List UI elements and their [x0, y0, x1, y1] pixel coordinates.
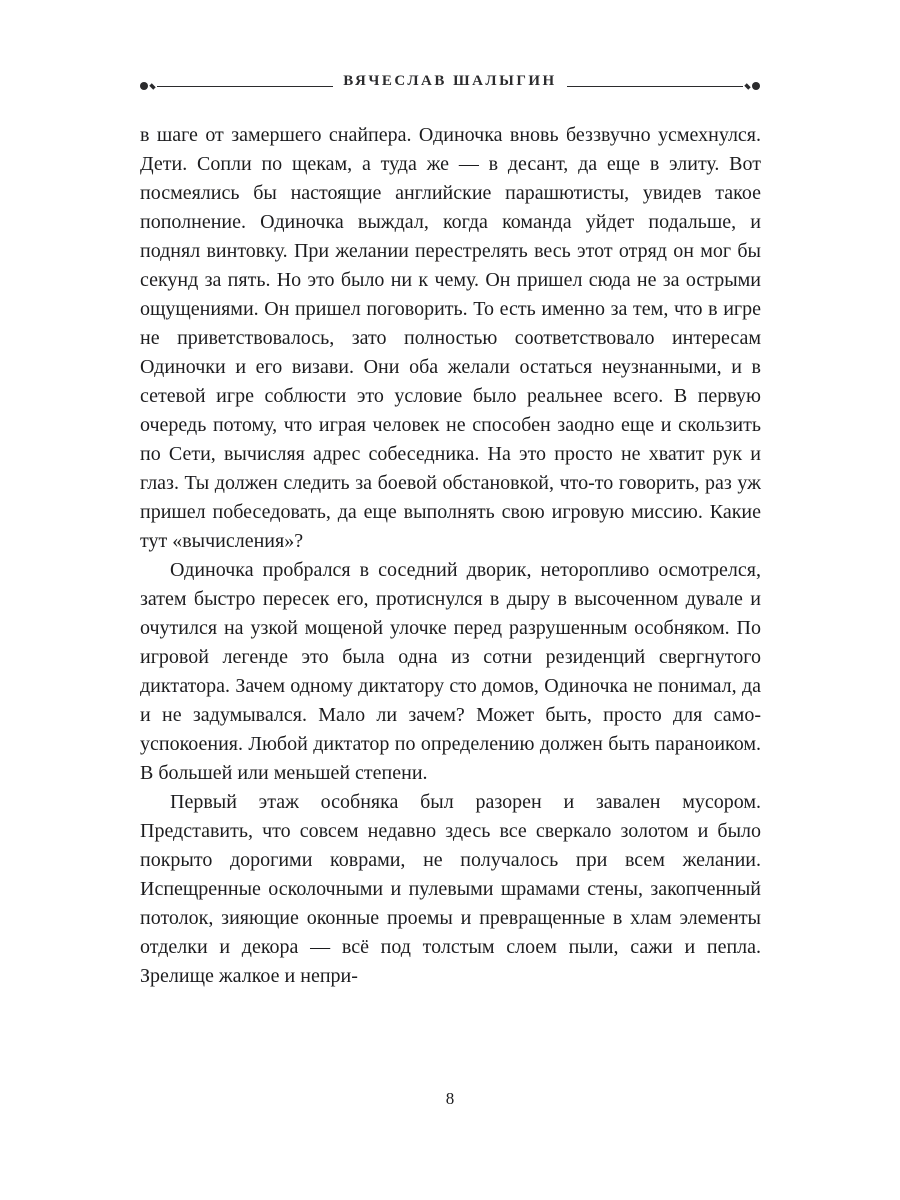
ornament-circle-right-icon	[752, 82, 760, 90]
page-footer	[140, 1089, 760, 1109]
ornament-circle-left-icon	[140, 82, 148, 90]
ornament-diamond-left-icon	[149, 83, 155, 89]
paragraph-3: Первый этаж особняка был разорен и завален мусором. Представить, что совсем недавно здесь все сверкало золотом и было покрыто дорогими коврами, не получалось при всем желании. Испещренные осколочными и пулевыми шрамами стены, закопченный потолок, зияющие оконные проемы и превращенные в хлам элементы отделки и декора — всё под толстым слоем пыли, сажи и пепла. Зрелище жалкое и непри-	[140, 791, 761, 987]
page-body	[140, 121, 761, 991]
page-number: 8	[445, 1089, 455, 1108]
page-header	[140, 72, 760, 90]
paragraph-2: Одиночка пробрался в соседний дворик, неторопливо осмотрелся, затем быстро пересек его, протиснулся в дыру в высоченном дувале и очутился на узкой мощеной улочке перед разрушенным особняком. По игровой легенде это была одна из сотни резиденций свергнутого диктатора. Зачем одному диктатору сто домов, Одиночка не понимал, да и не задумывался. Мало ли зачем? Может быть, просто для самоуспокоения. Любой диктатор по определению должен быть параноиком. В большей или меньшей степени.	[140, 559, 761, 784]
author-name: ВЯЧЕСЛАВ ШАЛЫГИН	[333, 73, 566, 90]
ornament-diamond-right-icon	[744, 83, 750, 89]
paragraph-1: в шаге от замершего снайпера. Одиночка вновь беззвучно усмехнулся. Дети. Сопли по щекам, а туда же — в десант, да еще в элиту. Вот посмеялись бы настоящие английские парашютисты, увидев такое пополнение. Одиночка выждал, когда команда уйдет подальше, и поднял винтовку. При желании перестрелять весь этот отряд он мог бы секунд за пять. Но это было ни к чему. Он пришел сюда не за острыми ощущениями. Он пришел поговорить. То есть именно за тем, что в игре не приветствовалось, зато полностью соответствовало интересам Одиночки и его визави. Они оба желали остаться неузнанными, и в сетевой игре соблюсти это условие было реальнее всего. В первую очередь потому, что играя человек не способен заодно еще и скользить по Сети, вычисляя адрес собеседника. На это просто не хватит рук и глаз. Ты должен следить за боевой обстановкой, что-то говорить, раз уж пришел побеседовать, да еще выполнять свою игровую миссию. Какие тут «вычисления»?	[140, 124, 761, 552]
